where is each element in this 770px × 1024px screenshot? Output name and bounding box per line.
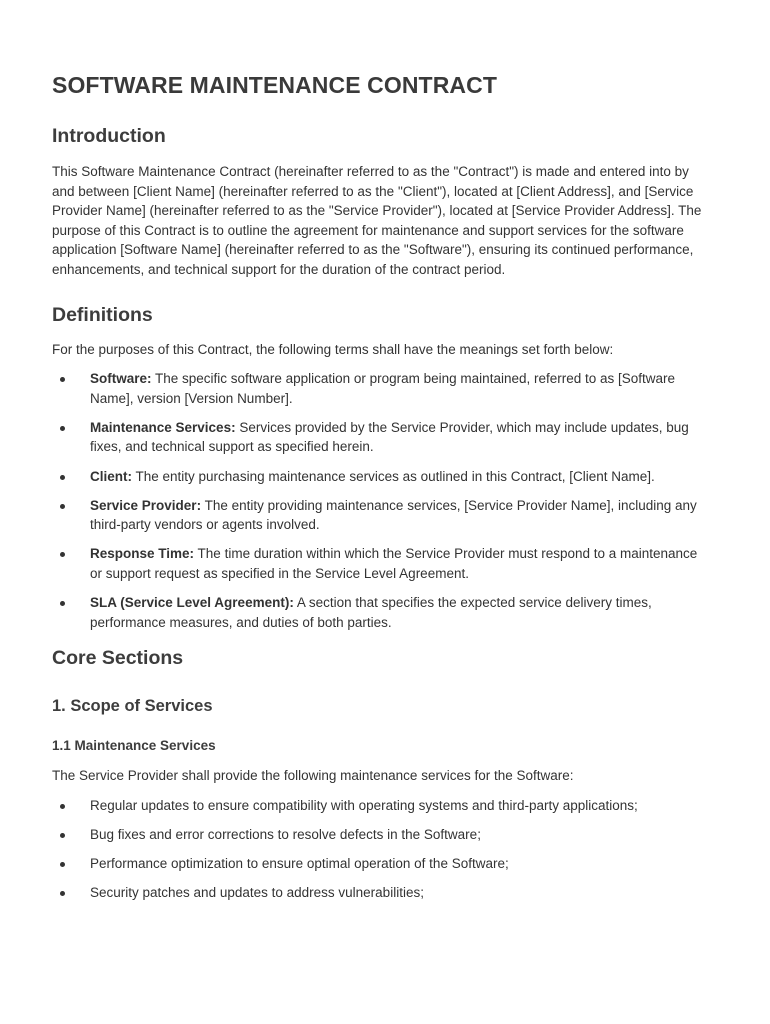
bullet-icon [60,862,65,867]
definition-text: The time duration within which the Service Provider must respond to a maintenance or support request as specified in the Service Level Agreement. [90,546,698,581]
definition-text: A section that specifies the expected service delivery times, performance measures, and duties of both parties. [90,595,652,630]
introduction-paragraph: This Software Maintenance Contract (hereinafter referred to as the "Contract") is made and entered into by and between [Client Name] (hereinafter referred to as the "Client"), located at [Client Address], and [Service Provider Name] (hereinafter referred to as the "Service Provider"), located at [Service Provider Address]. The purpose of this Contract is to outline the agreement for maintenance and support services for the software application [Software Name] (hereinafter referred to as the "Software"), ensuring its continued performance, enhancements, and technical support for the duration of the contract period. [52,164,702,277]
list-item [52,883,710,903]
maintenance-services-list [52,796,710,903]
bullet-icon [60,377,65,382]
definition-text: The entity purchasing maintenance services as outlined in this Contract, [Client Name]. [132,468,655,484]
list-item-text: Bug fixes and error corrections to resolve defects in the Software; [90,826,481,842]
list-item-text: Regular updates to ensure compatibility with operating systems and third-party applications; [90,797,638,813]
definition-item-service-provider [52,496,710,535]
bullet-icon [60,475,65,480]
maintenance-services-intro: The Service Provider shall provide the following maintenance services for the Software: [52,768,574,784]
list-item [52,854,710,874]
definition-term: Service Provider: [90,497,202,513]
bullet-icon [60,891,65,896]
definition-term: Response Time: [90,546,195,562]
definition-item-sla [52,593,710,632]
core-sections-heading: Core Sections [52,647,184,670]
definition-text: The entity providing maintenance services, [Service Provider Name], including any third-party vendors or agents involved. [90,497,697,533]
bullet-icon [60,426,65,431]
definition-item-software [52,369,710,408]
bullet-icon [60,833,65,838]
bullet-icon [60,552,65,557]
definitions-intro: For the purposes of this Contract, the following terms shall have the meanings set forth below: [52,341,614,357]
definitions-list [52,369,710,632]
definition-item-maintenance-services [52,418,710,457]
definition-term: Maintenance Services: [90,419,236,435]
definition-text: Services provided by the Service Provider, which may include updates, bug fixes, and technical support as specified herein. [90,419,689,455]
list-item [52,825,710,845]
definition-item-response-time [52,544,710,583]
document-title: SOFTWARE MAINTENANCE CONTRACT [52,72,497,98]
definition-item-client [52,467,710,487]
bullet-icon [60,504,65,509]
definition-text: The specific software application or program being maintained, referred to as [Software Name], version [Version Number]. [90,371,676,406]
list-item-text: Performance optimization to ensure optimal operation of the Software; [90,855,509,871]
definitions-heading: Definitions [52,303,153,326]
maintenance-services-heading: 1.1 Maintenance Services [52,738,216,754]
bullet-icon [60,601,65,606]
definition-term: Software: [90,371,152,387]
list-item [52,796,710,816]
introduction-heading: Introduction [52,125,166,147]
bullet-icon [60,804,65,809]
definition-term: Client: [90,468,132,484]
definition-term: SLA (Service Level Agreement): [90,595,294,610]
scope-of-services-heading: 1. Scope of Services [52,697,213,716]
list-item-text: Security patches and updates to address vulnerabilities; [90,885,424,901]
